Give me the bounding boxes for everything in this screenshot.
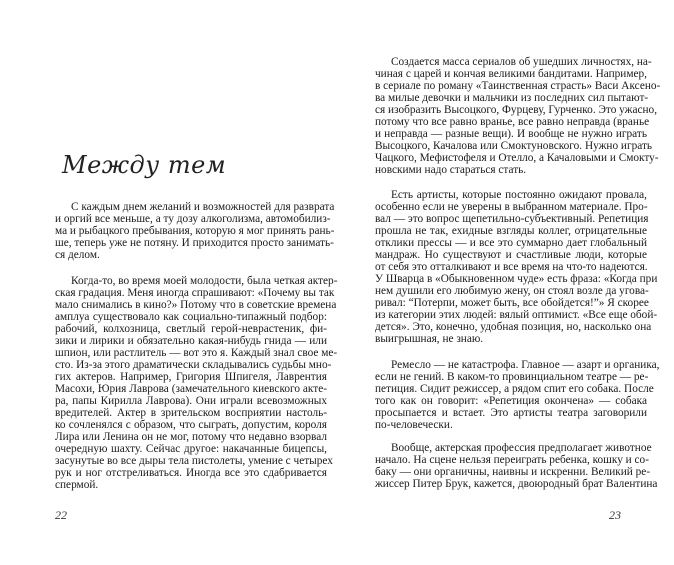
text-line: в сериале по роману «Таинственная страсть» Васи Аксено- <box>375 80 661 92</box>
text-line: мандраж. Но существуют и счастливые люди, которые <box>375 249 647 261</box>
text-line: дется». Это, конечно, удобная позиция, но, насколько она <box>375 321 652 333</box>
text-line: начало. На сцене нельзя переиграть ребенка, кошку и со- <box>375 454 649 466</box>
text-line: ко сочленялся с образом, что сыграть, допустим, короля <box>55 419 327 431</box>
text-line: ся изобразить Высоцкого, Фурцеву, Гурченко. Это ужасно, <box>375 104 658 116</box>
text-line: зики и лирики и обязательно какая-нибудь гнида — или <box>55 335 327 347</box>
page-number: 23 <box>609 508 621 522</box>
text-line: спермой. <box>55 479 99 491</box>
text-line: петиция. Сидит режиссер, а рядом спит его собака. После <box>375 383 654 395</box>
text-line: рабочий, колхозница, светлый герой-неврастеник, фи- <box>55 323 327 335</box>
text-line: ше, теперь уже не потяну. И приходится просто занимать- <box>55 237 334 249</box>
text-line: Ремесло — не катастрофа. Главное — азарт и органика, <box>391 359 660 371</box>
page-number: 22 <box>55 508 67 522</box>
text-line: из категории этих людей: вялый оптимист. «Все еще обой- <box>375 309 658 321</box>
paragraph <box>375 442 658 490</box>
text-line: засунутые во все дыры тела пистолеты, умение с четырех <box>55 455 333 467</box>
text-line: и оргий все меньше, а ту дозу алкоголизма, автомобилиз- <box>55 213 331 225</box>
text-line: особенно если не уверены в выбранном материале. Про- <box>375 201 648 213</box>
text-line: амплуа существовало как социально-типажный подбор: <box>55 311 327 323</box>
text-line: ма и рыбацкого пребывания, которую я мог принять рань- <box>55 225 335 237</box>
text-line: Создается масса сериалов об ушедших личностях, на- <box>391 56 652 68</box>
text-line: прошла не так, ехидные взгляды коллег, отрицательные <box>375 225 647 237</box>
text-line: по-человечески. <box>375 419 453 431</box>
text-line: отклики прессы — и все это суммарно дает глобальный <box>375 237 647 249</box>
paragraph <box>375 56 661 176</box>
text-line: Масохи, Юрия Лаврова (замечательного киевского акте- <box>55 383 327 395</box>
text-line: рук и ног отстреливаться. Иногда все это сдабривается <box>55 467 327 479</box>
text-line: мало снимались в кино?» Потому что в советские времена <box>55 299 337 311</box>
text-line: гих актеров. Например, Григория Шпигеля, Лаврентия <box>55 371 327 383</box>
text-line: вредителей. Актер в зрительском восприятии настоль- <box>55 407 327 419</box>
text-line: шпион, или растлитель — вот это я. Каждый знал свое ме- <box>55 347 338 359</box>
text-line: ра, папы Кирилла Лаврова). Они играли всевозможных <box>55 395 327 407</box>
paragraph <box>375 359 660 431</box>
text-line: просыпается и встает. Это артисты театра заговорили <box>375 407 647 419</box>
paragraph <box>55 201 335 261</box>
text-line: ская градация. Меня иногда спрашивают: «Почему вы так <box>55 287 335 299</box>
text-line: Вообще, актерская профессия предполагает животное <box>391 442 652 454</box>
text-line: того как он говорит: «Репетиция окончена» — собака <box>375 395 647 407</box>
text-line: Когда-то, во время моей молодости, была четкая актер- <box>71 275 338 287</box>
text-line: жиссер Питер Брук, кажется, двоюродный брат Валентина <box>375 478 658 490</box>
text-line: если не гений. В каком-то провинциальном театре — ре- <box>375 371 649 383</box>
chapter-title: Между тем <box>62 151 227 179</box>
text-line: потому что все равно вранье, все равно неправда (вранье <box>375 116 650 128</box>
text-line: вал — это вопрос щепетильно-субъективный. Репетиция <box>375 213 649 225</box>
text-line: Высоцкого, Качалова или Смоктуновского. Нужно играть <box>375 140 653 152</box>
text-line: и неправда — разные вещи). И вообще не нужно играть <box>375 128 647 140</box>
text-line: новскими надо стараться стать. <box>375 164 527 176</box>
text-line: С каждым днем желаний и возможностей для разврата <box>71 201 335 213</box>
text-line: Есть артисты, которые постоянно ожидают провала, <box>391 189 647 201</box>
text-line: сто. Из-за этого драматически складывались судьбы мно- <box>55 359 332 371</box>
text-line: чиная с царей и кончая великими бандитами. Например, <box>375 68 647 80</box>
text-line: Чацкого, Мефистофеля и Отелло, а Качаловыми и Смокту- <box>375 152 659 164</box>
text-line: очередную шахту. Сейчас другое: накачанные бицепсы, <box>55 443 327 455</box>
right-page <box>337 0 674 565</box>
text-line: ся делом. <box>55 249 100 261</box>
paragraph <box>375 189 658 345</box>
text-line: нем душили его любимую жену, он стоял возле да угова- <box>375 285 649 297</box>
text-line: ва милые девочки и мальчики из последних сил пытают- <box>375 92 649 104</box>
text-line: выигрышная, не знаю. <box>375 333 484 345</box>
text-line: Лира или Ленина он не мог, потому что недавно взорвал <box>55 431 327 443</box>
text-line: от себя это отталкивают и все время на что-то надеются. <box>375 261 648 273</box>
text-line: У Шварца в «Обыкновенном чуде» есть фраза: «Когда при <box>375 273 658 285</box>
paragraph <box>55 275 338 491</box>
text-line: баку — они органичны, наивны и искренни. Великий ре- <box>375 466 651 478</box>
text-line: ривал: “Потерпи, может быть, все обойдется!”» Я скорее <box>375 297 649 309</box>
